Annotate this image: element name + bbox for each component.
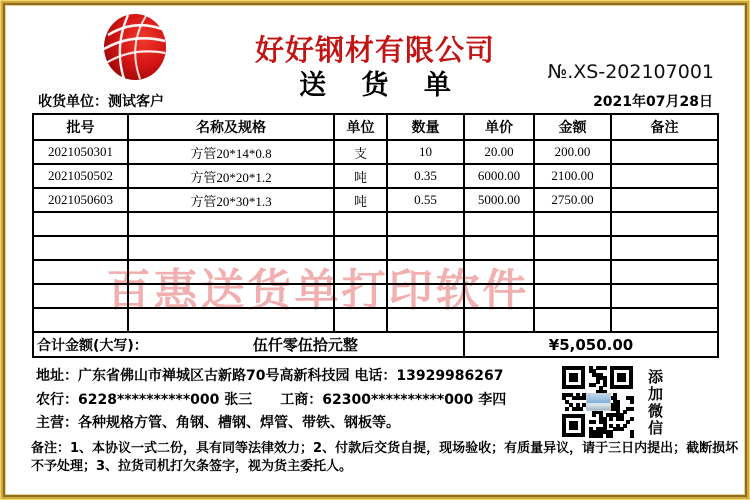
cell-batch: 2021050603 (33, 188, 128, 212)
qr-finder-pattern (562, 414, 585, 437)
col-header-unit: 单位 (334, 114, 387, 140)
table-row (33, 164, 718, 188)
qr-module (592, 413, 596, 417)
cell-unit (334, 308, 387, 332)
software-watermark: 百惠送货单打印软件 (106, 265, 530, 316)
cell-batch (33, 212, 128, 236)
cell-price (464, 308, 534, 332)
cell-qty: 10 (387, 140, 464, 164)
cell-remark (611, 164, 718, 188)
cell-amount (534, 284, 611, 308)
document-title: 送 货 单 (299, 70, 464, 101)
cell-price (464, 212, 534, 236)
cell-qty (387, 236, 464, 260)
cell-price: 20.00 (464, 140, 534, 164)
qr-module (579, 407, 583, 411)
qr-module (609, 434, 613, 438)
total-amount-value: ¥5,050.00 (464, 332, 718, 357)
qr-module (630, 407, 634, 411)
cell-batch (33, 236, 128, 260)
qr-module (609, 417, 613, 421)
cell-batch: 2021050301 (33, 140, 128, 164)
cell-remark (611, 188, 718, 212)
cell-amount: 2750.00 (534, 188, 611, 212)
col-header-batch: 批号 (33, 114, 128, 140)
cell-qty (387, 284, 464, 308)
document-date: 2021年07月28日 (593, 94, 713, 110)
cell-price (464, 284, 534, 308)
table-header-row (33, 114, 718, 140)
col-header-amount: 金额 (534, 114, 611, 140)
table-row (33, 308, 718, 332)
cell-amount (534, 260, 611, 284)
qr-module (630, 417, 634, 421)
qr-module (603, 366, 607, 370)
table-row (33, 212, 718, 236)
cell-remark (611, 284, 718, 308)
cell-name-spec (128, 284, 334, 308)
cell-qty (387, 260, 464, 284)
table-row (33, 140, 718, 164)
cell-amount: 200.00 (534, 140, 611, 164)
qr-finder-core (569, 421, 578, 430)
cell-remark (611, 212, 718, 236)
cell-qty: 0.35 (387, 164, 464, 188)
cell-name-spec (128, 212, 334, 236)
qr-module (603, 383, 607, 387)
cell-unit: 吨 (334, 164, 387, 188)
cell-name-spec: 方管20*14*0.8 (128, 140, 334, 164)
cell-name-spec (128, 308, 334, 332)
qr-module (630, 434, 634, 438)
cell-remark (611, 260, 718, 284)
receiver-label: 收货单位： (38, 94, 108, 110)
qr-module (592, 383, 596, 387)
qr-module (630, 400, 634, 404)
table-row (33, 260, 718, 284)
bank-accounts-line: 农行：6228**********000 张三 工商：62300**********000 李四 (36, 392, 507, 408)
cell-batch: 2021050502 (33, 164, 128, 188)
qr-module (592, 420, 596, 424)
total-left-cell (33, 332, 464, 357)
qr-module (620, 417, 624, 421)
cell-unit (334, 236, 387, 260)
receiver-name: 测试客户 (108, 94, 164, 110)
qr-module (565, 407, 569, 411)
cell-amount (534, 236, 611, 260)
cell-unit: 吨 (334, 188, 387, 212)
cell-amount: 2100.00 (534, 164, 611, 188)
total-row (33, 332, 718, 357)
cell-name-spec: 方管20*20*1.2 (128, 164, 334, 188)
col-header-remark: 备注 (611, 114, 718, 140)
cell-amount (534, 212, 611, 236)
qr-finder-core (569, 373, 578, 382)
cell-qty: 0.55 (387, 188, 464, 212)
table-row (33, 188, 718, 212)
cell-batch (33, 308, 128, 332)
cell-qty (387, 212, 464, 236)
cell-name-spec (128, 236, 334, 260)
items-table (32, 113, 719, 358)
business-scope-line: 主营：各种规格方管、角钢、槽钢、焊管、带铁、钢板等。 (36, 415, 400, 431)
cell-qty (387, 308, 464, 332)
cell-remark (611, 308, 718, 332)
cell-unit (334, 284, 387, 308)
cell-price (464, 236, 534, 260)
qr-module (599, 434, 603, 438)
cell-batch (33, 284, 128, 308)
table-row (33, 236, 718, 260)
col-header-name-spec: 名称及规格 (128, 114, 334, 140)
cell-remark (611, 236, 718, 260)
notes-line-1: 备注：1、本协议一式二份，具有同等法律效力；2、付款后交货自提，现场验收；有质量异议，请于三日内提出；截断损坏 (31, 441, 739, 456)
qr-finder-pattern (562, 366, 585, 389)
total-amount-words: 伍仟零伍拾元整 (252, 336, 358, 354)
cell-price: 6000.00 (464, 164, 534, 188)
cell-unit (334, 260, 387, 284)
document-number: №.XS-202107001 (547, 61, 714, 83)
cell-unit (334, 212, 387, 236)
wechat-label: 添加微信 (648, 368, 664, 437)
cell-name-spec: 方管20*30*1.3 (128, 188, 334, 212)
cell-unit: 支 (334, 140, 387, 164)
qr-module (620, 427, 624, 431)
receiver-line (38, 91, 164, 111)
table-row (33, 284, 718, 308)
qr-finder-pattern (610, 366, 633, 389)
wechat-qr-code (562, 366, 633, 437)
qr-module (596, 380, 600, 384)
cell-batch (33, 260, 128, 284)
col-header-qty: 数量 (387, 114, 464, 140)
company-name: 好好钢材有限公司 (254, 33, 495, 67)
qr-finder-core (617, 373, 626, 382)
qr-center-image (586, 393, 611, 411)
notes-line-2: 不予处理；3、拉货司机打欠条签字，视为货主委托人。 (31, 459, 353, 474)
cell-amount (534, 308, 611, 332)
cell-price: 5000.00 (464, 188, 534, 212)
total-label: 合计金额(大写)： (37, 337, 148, 354)
col-header-price: 单价 (464, 114, 534, 140)
cell-remark (611, 140, 718, 164)
cell-name-spec (128, 260, 334, 284)
address-line: 地址：广东省佛山市禅城区古新路70号高新科技园 电话：13929986267 (36, 368, 504, 384)
cell-price (464, 260, 534, 284)
